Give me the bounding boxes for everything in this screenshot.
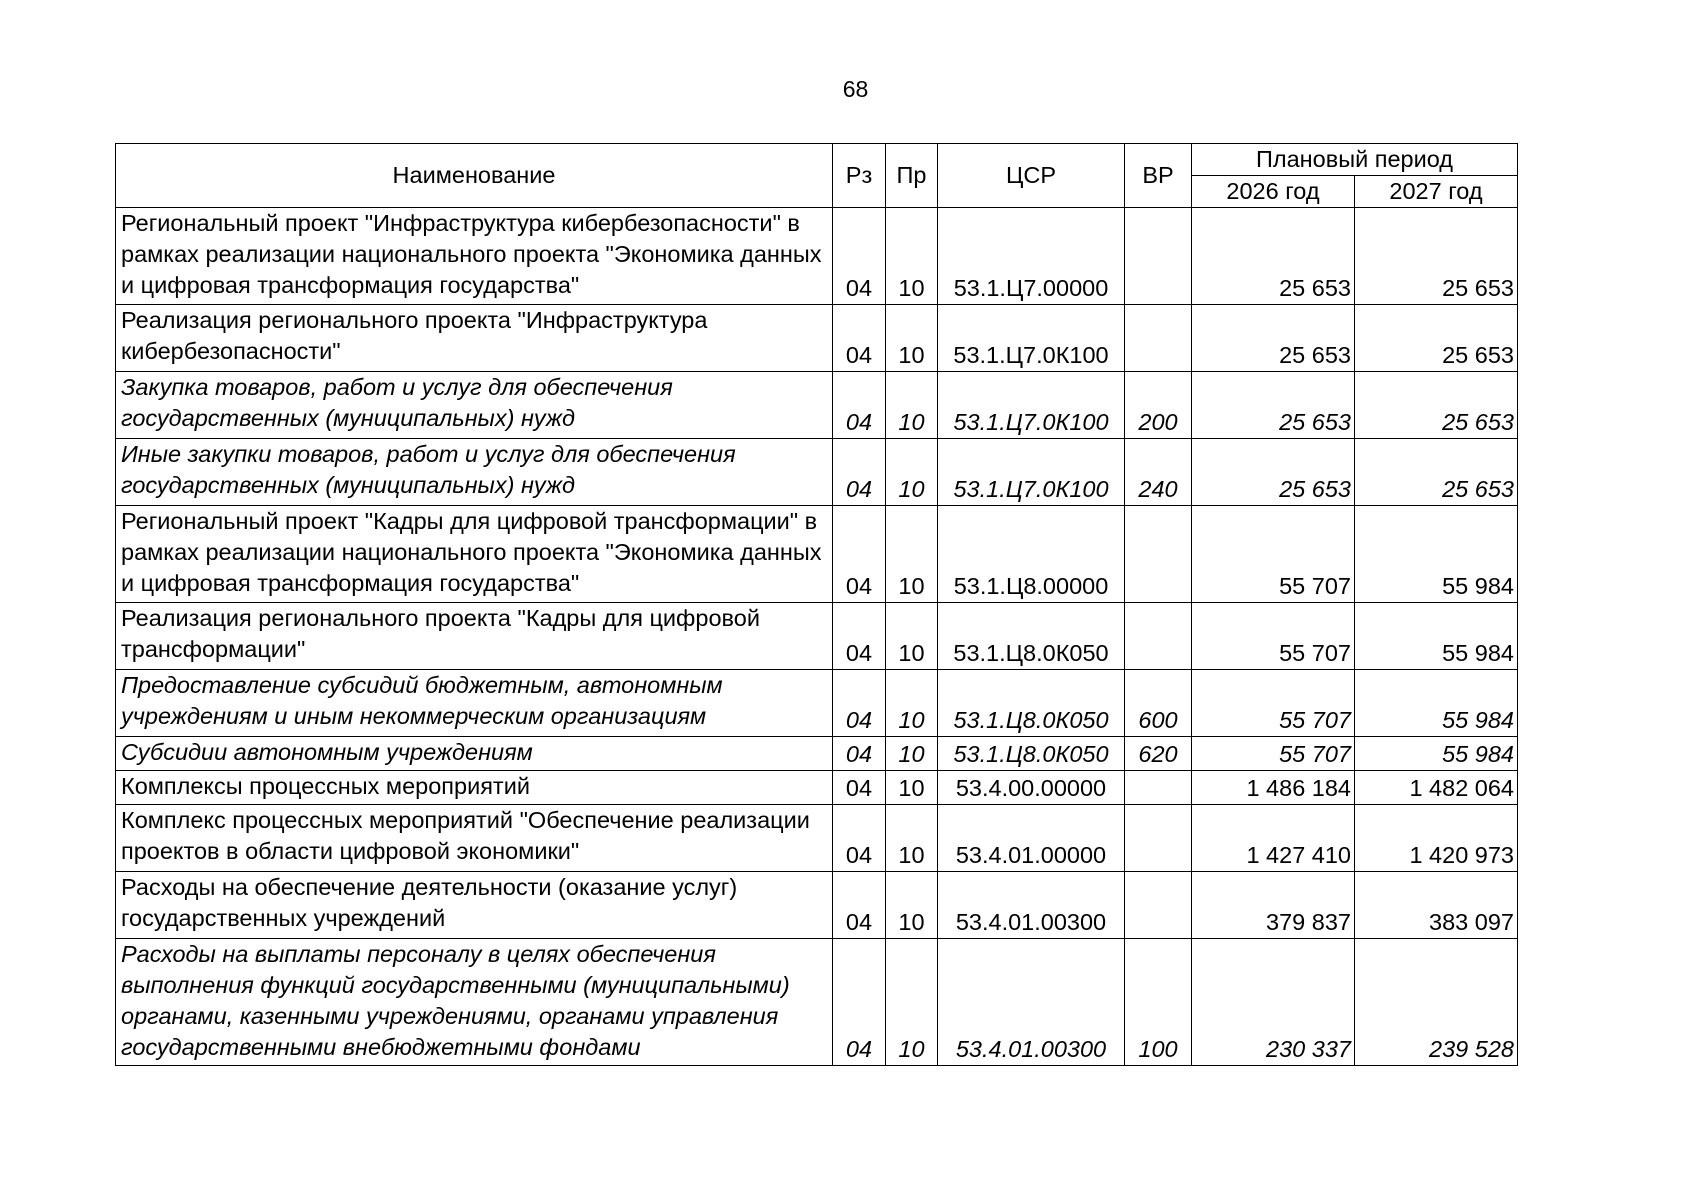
row-amount-2026: 25 653: [1192, 208, 1355, 305]
row-amount-2026: 25 653: [1192, 305, 1355, 372]
table-row: [116, 506, 1518, 603]
row-rz: 04: [833, 737, 886, 771]
row-pr: 10: [886, 670, 938, 737]
row-name: Реализация регионального проекта "Кадры для цифровой трансформации": [116, 603, 833, 670]
table-row: [116, 771, 1518, 805]
row-amount-2027: 239 528: [1355, 939, 1518, 1066]
row-amount-2027: 55 984: [1355, 506, 1518, 603]
row-csr: 53.1.Ц7.0К100: [938, 372, 1125, 439]
row-pr: 10: [886, 603, 938, 670]
row-rz: 04: [833, 939, 886, 1066]
row-vr: [1125, 872, 1192, 939]
row-vr: [1125, 603, 1192, 670]
table-row: [116, 737, 1518, 771]
row-pr: 10: [886, 737, 938, 771]
row-amount-2027: 55 984: [1355, 670, 1518, 737]
row-amount-2027: 383 097: [1355, 872, 1518, 939]
row-rz: 04: [833, 208, 886, 305]
row-vr: 600: [1125, 670, 1192, 737]
row-amount-2027: 55 984: [1355, 737, 1518, 771]
row-name: Региональный проект "Кадры для цифровой трансформации" в рамках реализации национального проекта "Экономика данных и цифровая трансформация государства": [116, 506, 833, 603]
row-name: Расходы на обеспечение деятельности (оказание услуг) государственных учреждений: [116, 872, 833, 939]
row-name: Субсидии автономным учреждениям: [116, 737, 833, 771]
header-year-2026: 2026 год: [1192, 176, 1355, 208]
table-body: [116, 208, 1518, 1066]
row-vr: [1125, 208, 1192, 305]
row-csr: 53.4.01.00000: [938, 805, 1125, 872]
row-amount-2026: 1 427 410: [1192, 805, 1355, 872]
table-row: [116, 603, 1518, 670]
header-year-2027: 2027 год: [1355, 176, 1518, 208]
row-name: Иные закупки товаров, работ и услуг для обеспечения государственных (муниципальных) нужд: [116, 439, 833, 506]
row-amount-2026: 230 337: [1192, 939, 1355, 1066]
header-rz: Рз: [833, 144, 886, 208]
row-vr: [1125, 305, 1192, 372]
row-pr: 10: [886, 939, 938, 1066]
row-amount-2027: 25 653: [1355, 305, 1518, 372]
row-rz: 04: [833, 872, 886, 939]
row-pr: 10: [886, 805, 938, 872]
table-row: [116, 208, 1518, 305]
header-pr: Пр: [886, 144, 938, 208]
header-vr: ВР: [1125, 144, 1192, 208]
row-pr: 10: [886, 506, 938, 603]
table-row: [116, 372, 1518, 439]
header-plan-period: Плановый период: [1192, 144, 1518, 176]
row-rz: 04: [833, 372, 886, 439]
row-rz: 04: [833, 506, 886, 603]
row-vr: [1125, 506, 1192, 603]
row-pr: 10: [886, 208, 938, 305]
row-vr: 240: [1125, 439, 1192, 506]
row-rz: 04: [833, 805, 886, 872]
row-csr: 53.1.Ц7.0К100: [938, 439, 1125, 506]
row-amount-2026: 25 653: [1192, 439, 1355, 506]
row-amount-2026: 1 486 184: [1192, 771, 1355, 805]
row-amount-2026: 55 707: [1192, 603, 1355, 670]
row-rz: 04: [833, 670, 886, 737]
row-pr: 10: [886, 439, 938, 506]
row-pr: 10: [886, 305, 938, 372]
table-row: [116, 805, 1518, 872]
row-rz: 04: [833, 771, 886, 805]
row-vr: 620: [1125, 737, 1192, 771]
row-pr: 10: [886, 872, 938, 939]
row-amount-2026: 55 707: [1192, 670, 1355, 737]
header-name: Наименование: [116, 144, 833, 208]
row-csr: 53.1.Ц8.00000: [938, 506, 1125, 603]
row-amount-2026: 55 707: [1192, 737, 1355, 771]
row-amount-2027: 25 653: [1355, 208, 1518, 305]
row-amount-2026: 25 653: [1192, 372, 1355, 439]
row-amount-2027: 1 420 973: [1355, 805, 1518, 872]
table-row: [116, 670, 1518, 737]
row-rz: 04: [833, 439, 886, 506]
row-vr: [1125, 805, 1192, 872]
page-number: 68: [842, 76, 869, 102]
row-pr: 10: [886, 372, 938, 439]
row-name: Реализация регионального проекта "Инфраструктура кибербезопасности": [116, 305, 833, 372]
table-row: [116, 305, 1518, 372]
row-name: Предоставление субсидий бюджетным, автономным учреждениям и иным некоммерческим организациям: [116, 670, 833, 737]
row-vr: [1125, 771, 1192, 805]
row-csr: 53.4.01.00300: [938, 872, 1125, 939]
row-amount-2026: 55 707: [1192, 506, 1355, 603]
row-csr: 53.1.Ц8.0К050: [938, 737, 1125, 771]
row-name: Региональный проект "Инфраструктура кибербезопасности" в рамках реализации национального проекта "Экономика данных и цифровая трансформация государства": [116, 208, 833, 305]
row-rz: 04: [833, 305, 886, 372]
row-vr: 100: [1125, 939, 1192, 1066]
row-name: Комплексы процессных мероприятий: [116, 771, 833, 805]
row-csr: 53.1.Ц7.0К100: [938, 305, 1125, 372]
row-amount-2027: 55 984: [1355, 603, 1518, 670]
row-csr: 53.4.00.00000: [938, 771, 1125, 805]
row-name: Расходы на выплаты персоналу в целях обеспечения выполнения функций государственными (муниципальными) органами, казенными учреждениями, органами управления государственными внебюджетными фондами: [116, 939, 833, 1066]
row-csr: 53.1.Ц8.0К050: [938, 603, 1125, 670]
row-csr: 53.1.Ц8.0К050: [938, 670, 1125, 737]
table-row: [116, 939, 1518, 1066]
row-vr: 200: [1125, 372, 1192, 439]
budget-table: [115, 143, 1518, 1066]
row-amount-2026: 379 837: [1192, 872, 1355, 939]
table-row: [116, 439, 1518, 506]
row-pr: 10: [886, 771, 938, 805]
row-amount-2027: 1 482 064: [1355, 771, 1518, 805]
header-csr: ЦСР: [938, 144, 1125, 208]
table-row: [116, 872, 1518, 939]
row-rz: 04: [833, 603, 886, 670]
row-name: Закупка товаров, работ и услуг для обеспечения государственных (муниципальных) нужд: [116, 372, 833, 439]
row-csr: 53.1.Ц7.00000: [938, 208, 1125, 305]
row-csr: 53.4.01.00300: [938, 939, 1125, 1066]
row-amount-2027: 25 653: [1355, 439, 1518, 506]
row-amount-2027: 25 653: [1355, 372, 1518, 439]
row-name: Комплекс процессных мероприятий "Обеспечение реализации проектов в области цифровой экономики": [116, 805, 833, 872]
